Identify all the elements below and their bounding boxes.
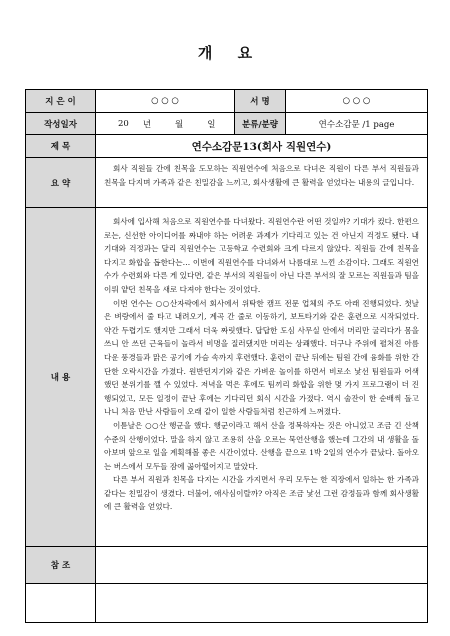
row-summary	[26, 158, 427, 208]
date-day-unit: 일	[207, 119, 216, 130]
date-label: 작성일자	[26, 113, 96, 134]
reference-label: 참 조	[26, 547, 96, 583]
row-subject	[26, 135, 427, 158]
content-paragraph: 이번 연수는 ○○산자락에서 회사에서 위탁한 캠프 전문 업체의 주도 아래 진행되었다. 첫날은 벼랑에서 줄 타고 내려오기, 계곡 간 줄로 이동하기, 보트타기와 같은 훈련으로 시작되었다. 약간 두렵기도 했지만 그래서 더욱 짜릿했다. 답답한 도심 사무실 안에서 머리만 굴리다가 몸을 쓰니 안 쓰던 근육들이 놀라서 비명을 질러댔지만 머리는 상쾌했다. 더구나 주위에 펼쳐진 아름다운 풍경들과 맑은 공기에 가슴 속까지 후련했다. 훈련이 끝난 뒤에는 팀원 간에 융화를 위한 간단한 오락시간을 가졌다. 원반던지기와 같은 가벼운 놀이를 하면서 비로소 낯선 팀원들과 어색했던 분위기를 깰 수 있었다. 저녁을 먹은 후에도 팀끼리 화합을 위한 몇 가지 프로그램이 더 진행되었고, 모든 일정이 끝난 후에는 기다리던 회식 시간을 가졌다. 역시 술잔이 한 순배씩 돌고 나니 처음 만난 사람들이 오래 같이 일한 사람들처럼 친근하게 느껴졌다.	[104, 298, 419, 417]
row-date	[26, 113, 427, 135]
content-paragraph: 회사에 입사해 처음으로 직원연수를 다녀왔다. 직원연수란 어떤 것일까? 기대가 컸다. 한편으로는, 신선한 아이디어를 짜내야 하는 어려운 과제가 기다리고 있는 건 아닌지 걱정도 됐다. 내 기대와 걱정과는 달리 직원연수는 고등학교 수련회와 크게 다르지 않았다. 직원들 간에 친목을 다지고 화합을 돕한다는… 이번에 직원연수를 다녀와서 나름대로 느낀 소감이다. 그래도 직원연수가 수련회와 다른 게 있다면, 같은 부서의 직원들이 아닌 다른 부서의 잘 모르는 직원들과 팀을 이뤄 얕던 친목을 새로 다져야 한다는 것이었다.	[104, 217, 419, 294]
date-year: 20	[118, 118, 129, 129]
category-value[interactable]: 연수소감문 /1 page	[318, 119, 395, 130]
reference-value[interactable]	[96, 547, 427, 583]
author-value[interactable]: ○ ○ ○	[96, 90, 235, 112]
content-label: 내 용	[26, 208, 96, 546]
author-label: 지 은 이	[26, 90, 96, 112]
content-text[interactable]	[96, 208, 427, 546]
summary-label: 요 약	[26, 158, 96, 207]
category-label: 분류/분량	[235, 113, 286, 134]
page-title-char-1: 개	[197, 44, 213, 62]
subject-value[interactable]: 연수소감문13(회사 직원연수)	[191, 140, 332, 153]
date-month-unit: 월	[175, 119, 184, 130]
book-title-value[interactable]: ○ ○ ○	[342, 96, 371, 106]
blank-label-cell	[26, 584, 96, 622]
book-title-label: 서 명	[235, 90, 286, 112]
date-year-unit: 년	[142, 119, 152, 130]
page-title-char-2: 요	[237, 44, 253, 62]
summary-text[interactable]	[96, 158, 427, 207]
summary-paragraph: 회사 직원들 간에 친목을 도모하는 직원연수에 처음으로 다녀온 직원이 다른 부서 직원들과 친목을 다지며 가족과 같은 친밀감을 느끼고, 회사생활에 큰 활력을 얻었다는 내용의 글입니다.	[104, 164, 419, 187]
page-title	[0, 42, 450, 63]
date-value[interactable]	[96, 113, 235, 134]
row-content	[26, 208, 427, 547]
content-paragraph: 다른 부서 직원과 친목을 다지는 시간을 가지면서 우리 모두는 한 직장에서 일하는 한 가족과 같다는 친밀감이 생겼다. 더불어, 애사심이랄까? 아직은 조금 낯선 그런 감정들과 함께 회사생활에 큰 활력을 얻었다.	[104, 475, 419, 512]
content-paragraph: 이튿날은 ○○산 행군을 했다. 행군이라고 해서 산을 정복하자는 것은 아니었고 조금 긴 산책 수준의 산행이었다. 말을 하지 않고 조용히 산을 오르는 묵언산행을 했는데 그간의 내 생활을 돌아보며 앞으로 일을 계획해볼 좋은 시간이었다. 산행을 끝으로 1박 2일의 연수가 끝났다. 돌아오는 버스에서 모두들 잠에 곯아떨어지고 말았다.	[104, 420, 419, 471]
document-form	[25, 89, 428, 623]
row-author	[26, 90, 427, 113]
row-blank	[26, 583, 427, 622]
subject-label: 제 목	[26, 135, 96, 157]
row-reference	[26, 547, 427, 583]
